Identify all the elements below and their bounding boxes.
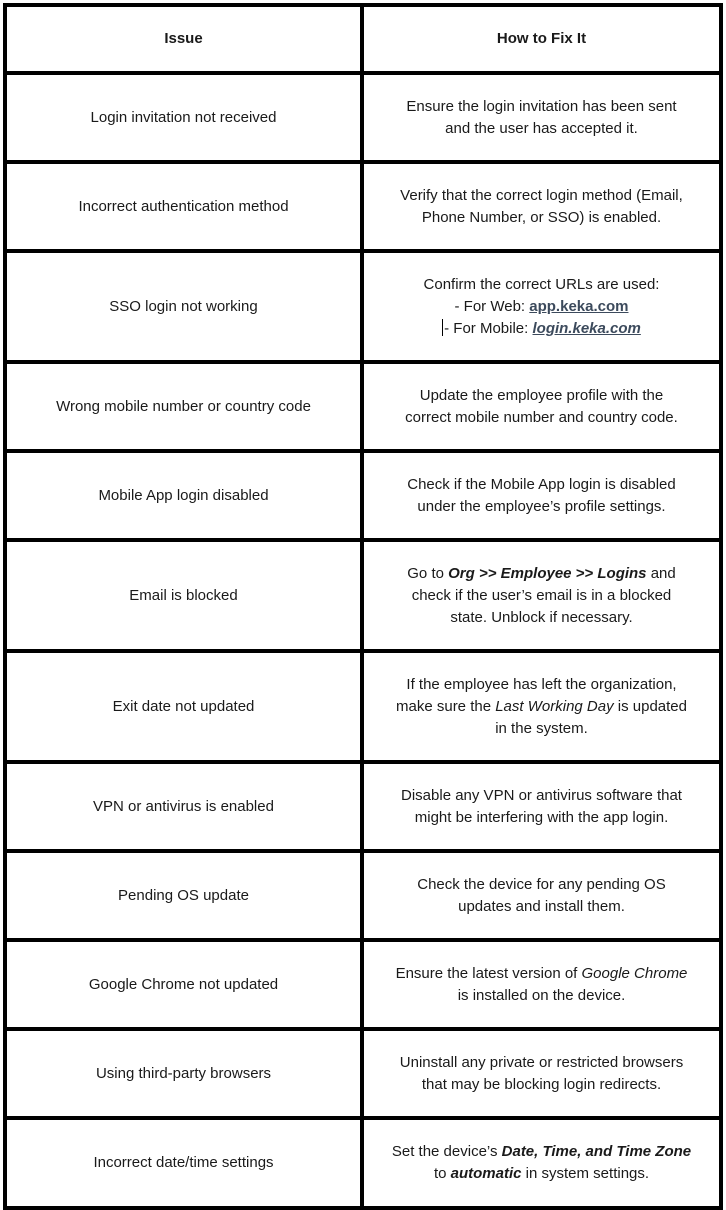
issue-cell: Exit date not updated (5, 651, 362, 762)
issue-cell: Using third-party browsers (5, 1029, 362, 1118)
table-row (5, 1029, 721, 1118)
fix-cell: Update the employee profile with the correct mobile number and country code. (362, 362, 721, 451)
fix-cell: Disable any VPN or antivirus software that might be interfering with the app login. (362, 762, 721, 851)
table-row (5, 651, 721, 762)
fix-cell: Ensure the latest version of Google Chrome is installed on the device. (362, 940, 721, 1029)
issue-cell: Incorrect authentication method (5, 162, 362, 251)
table-row (5, 851, 721, 940)
column-header-issue: Issue (5, 5, 362, 73)
menu-path: Org >> Employee >> Logins (448, 564, 647, 582)
issue-cell: Google Chrome not updated (5, 940, 362, 1029)
fix-cell: Check if the Mobile App login is disabled under the employee’s profile settings. (362, 451, 721, 540)
fix-cell: If the employee has left the organization, make sure the Last Working Day is updated in the system. (362, 651, 721, 762)
issue-cell: SSO login not working (5, 251, 362, 362)
table-row (5, 1118, 721, 1208)
table-row (5, 162, 721, 251)
fix-cell: Set the device’s Date, Time, and Time Zone to automatic in system settings. (362, 1118, 721, 1208)
issue-cell: VPN or antivirus is enabled (5, 762, 362, 851)
table-row (5, 940, 721, 1029)
table-row (5, 251, 721, 362)
fix-cell: Ensure the login invitation has been sent and the user has accepted it. (362, 73, 721, 162)
table-header-row (5, 5, 721, 73)
issue-cell: Wrong mobile number or country code (5, 362, 362, 451)
troubleshooting-table (3, 3, 723, 1210)
table-row (5, 762, 721, 851)
mobile-url-link[interactable]: login.keka.com (532, 319, 641, 337)
column-header-fix: How to Fix It (362, 5, 721, 73)
table-row (5, 73, 721, 162)
fix-cell: Check the device for any pending OS updates and install them. (362, 851, 721, 940)
issue-cell: Incorrect date/time settings (5, 1118, 362, 1208)
issue-cell: Mobile App login disabled (5, 451, 362, 540)
fix-cell: Uninstall any private or restricted browsers that may be blocking login redirects. (362, 1029, 721, 1118)
table-row (5, 540, 721, 651)
fix-cell: Confirm the correct URLs are used: - For Web: app.keka.com - For Mobile: login.keka.com (362, 251, 721, 362)
issue-cell: Email is blocked (5, 540, 362, 651)
table-row (5, 451, 721, 540)
text-cursor (442, 319, 443, 336)
fix-cell: Verify that the correct login method (Email, Phone Number, or SSO) is enabled. (362, 162, 721, 251)
web-url-link[interactable]: app.keka.com (529, 297, 629, 315)
fix-cell: Go to Org >> Employee >> Logins and check if the user’s email is in a blocked state. Unblock if necessary. (362, 540, 721, 651)
issue-cell: Login invitation not received (5, 73, 362, 162)
table-row (5, 362, 721, 451)
issue-cell: Pending OS update (5, 851, 362, 940)
